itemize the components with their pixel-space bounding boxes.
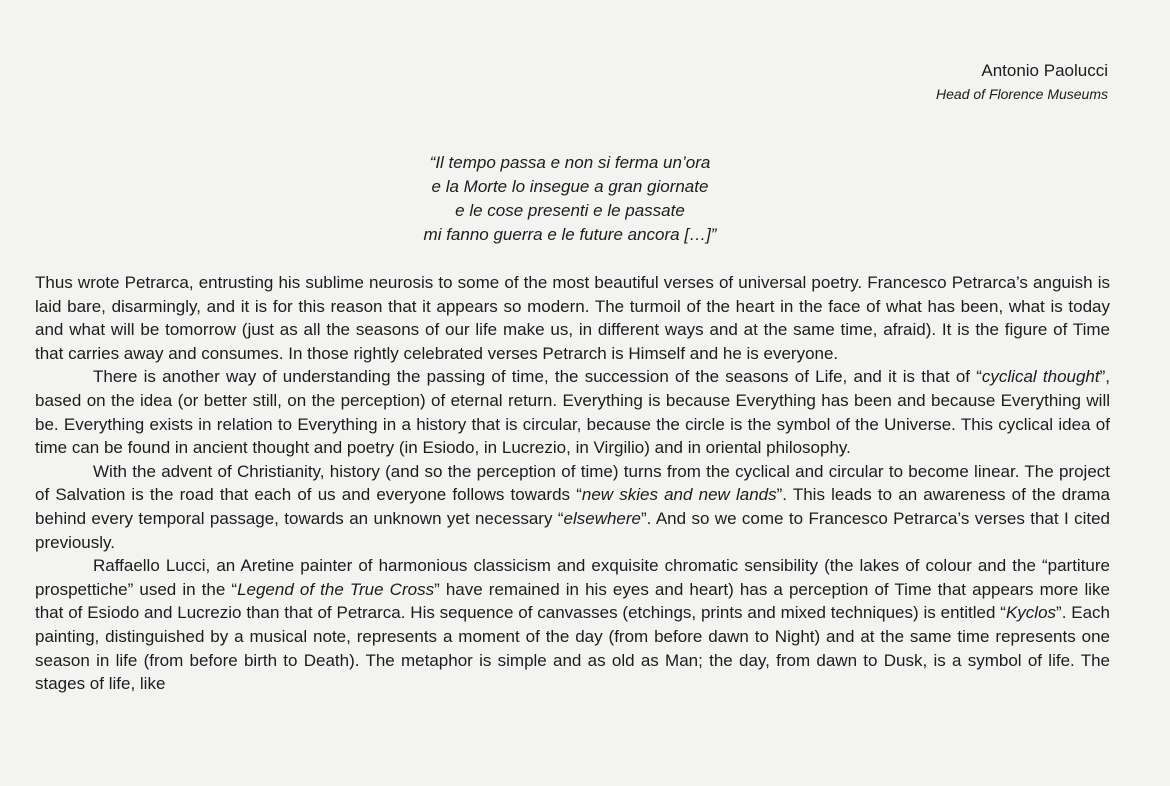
paragraph-text: ”. And so we come to Francesco Petrarca’s verses that I cited previously. (35, 508, 1110, 552)
epigraph-line: mi fanno guerra e le future ancora […]” (423, 225, 717, 244)
paragraph-text: Raffaello Lucci, an Aretine painter of harmonious classicism and exquisite chromatic sensibility (the lakes of colour and the “partiture prospettiche” used in the “ (35, 556, 1110, 599)
italic-term: new skies and new lands (581, 485, 777, 505)
italic-term: Kyclos (1005, 603, 1057, 623)
italic-term: elsewhere (563, 508, 642, 528)
paragraph-text: ”, based on the idea (or better still, on the perception) of eternal return. Everything is because Everything has been and because Everything will be. Everything exists in relation to Everything in a history that is circular, because the circle is the symbol of the Universe. This cyclical idea of time can be found in ancient thought and poetry (in Esiodo, in Lucrezio, in Virgilio) and in oriental philosophy. (35, 367, 1110, 458)
paragraph-1 (35, 271, 1110, 365)
essay-body (35, 271, 1110, 696)
epigraph-line: e le cose presenti e le passate (455, 201, 685, 220)
paragraph-text: There is another way of understanding the passing of time, the succession of the seasons of Life, and it is that of “ (93, 367, 982, 387)
paragraph-text: With the advent of Christianity, history (and so the perception of time) turns from the cyclical and circular to become linear. The project of Salvation is the road that each of us and everyone follows towards “ (35, 461, 1110, 505)
paragraph-4 (35, 554, 1110, 696)
paragraph-text: Thus wrote Petrarca, entrusting his sublime neurosis to some of the most beautiful verses of universal poetry. Francesco Petrarca’s anguish is laid bare, disarmingly, and it is for this reason that it appears so modern. The turmoil of the heart in the face of what has been, what is today and what will be tomorrow (just as all the seasons of our life make us, in different ways and at the same time, afraid). It is the figure of Time that carries away and consumes. In those rightly celebrated verses Petrarch is Himself and he is everyone. (35, 273, 1110, 363)
author-name: Antonio Paolucci (981, 61, 1108, 80)
epigraph-quote (0, 151, 1140, 247)
paragraph-text: ” have remained in his eyes and heart) has a perception of Time that appears more like that of Esiodo and Lucrezio than that of Petrarca. His sequence of canvasses (etchings, prints and mixed techniques) is entitled “ (35, 579, 1110, 623)
paragraph-3 (35, 460, 1110, 554)
italic-term: Legend of the True Cross (237, 579, 435, 599)
epigraph-line: “Il tempo passa e non si ferma un’ora (429, 153, 711, 172)
italic-term: cyclical thought (981, 367, 1100, 387)
paragraph-text: ”. Each painting, distinguished by a musical note, represents a moment of the day (from before dawn to Night) and at the same time represents one season in life (from before birth to Death). The metaphor is simple and as old as Man; the day, from dawn to Dusk, is a symbol of life. The stages of life, like (35, 603, 1111, 694)
paragraph-2 (35, 365, 1110, 459)
epigraph-line: e la Morte lo insegue a gran giornate (431, 177, 709, 196)
author-role: Head of Florence Museums (936, 86, 1108, 102)
author-block (936, 60, 1108, 104)
paragraph-text: ”. This leads to an awareness of the drama behind every temporal passage, towards an unknown yet necessary “ (35, 485, 1110, 528)
